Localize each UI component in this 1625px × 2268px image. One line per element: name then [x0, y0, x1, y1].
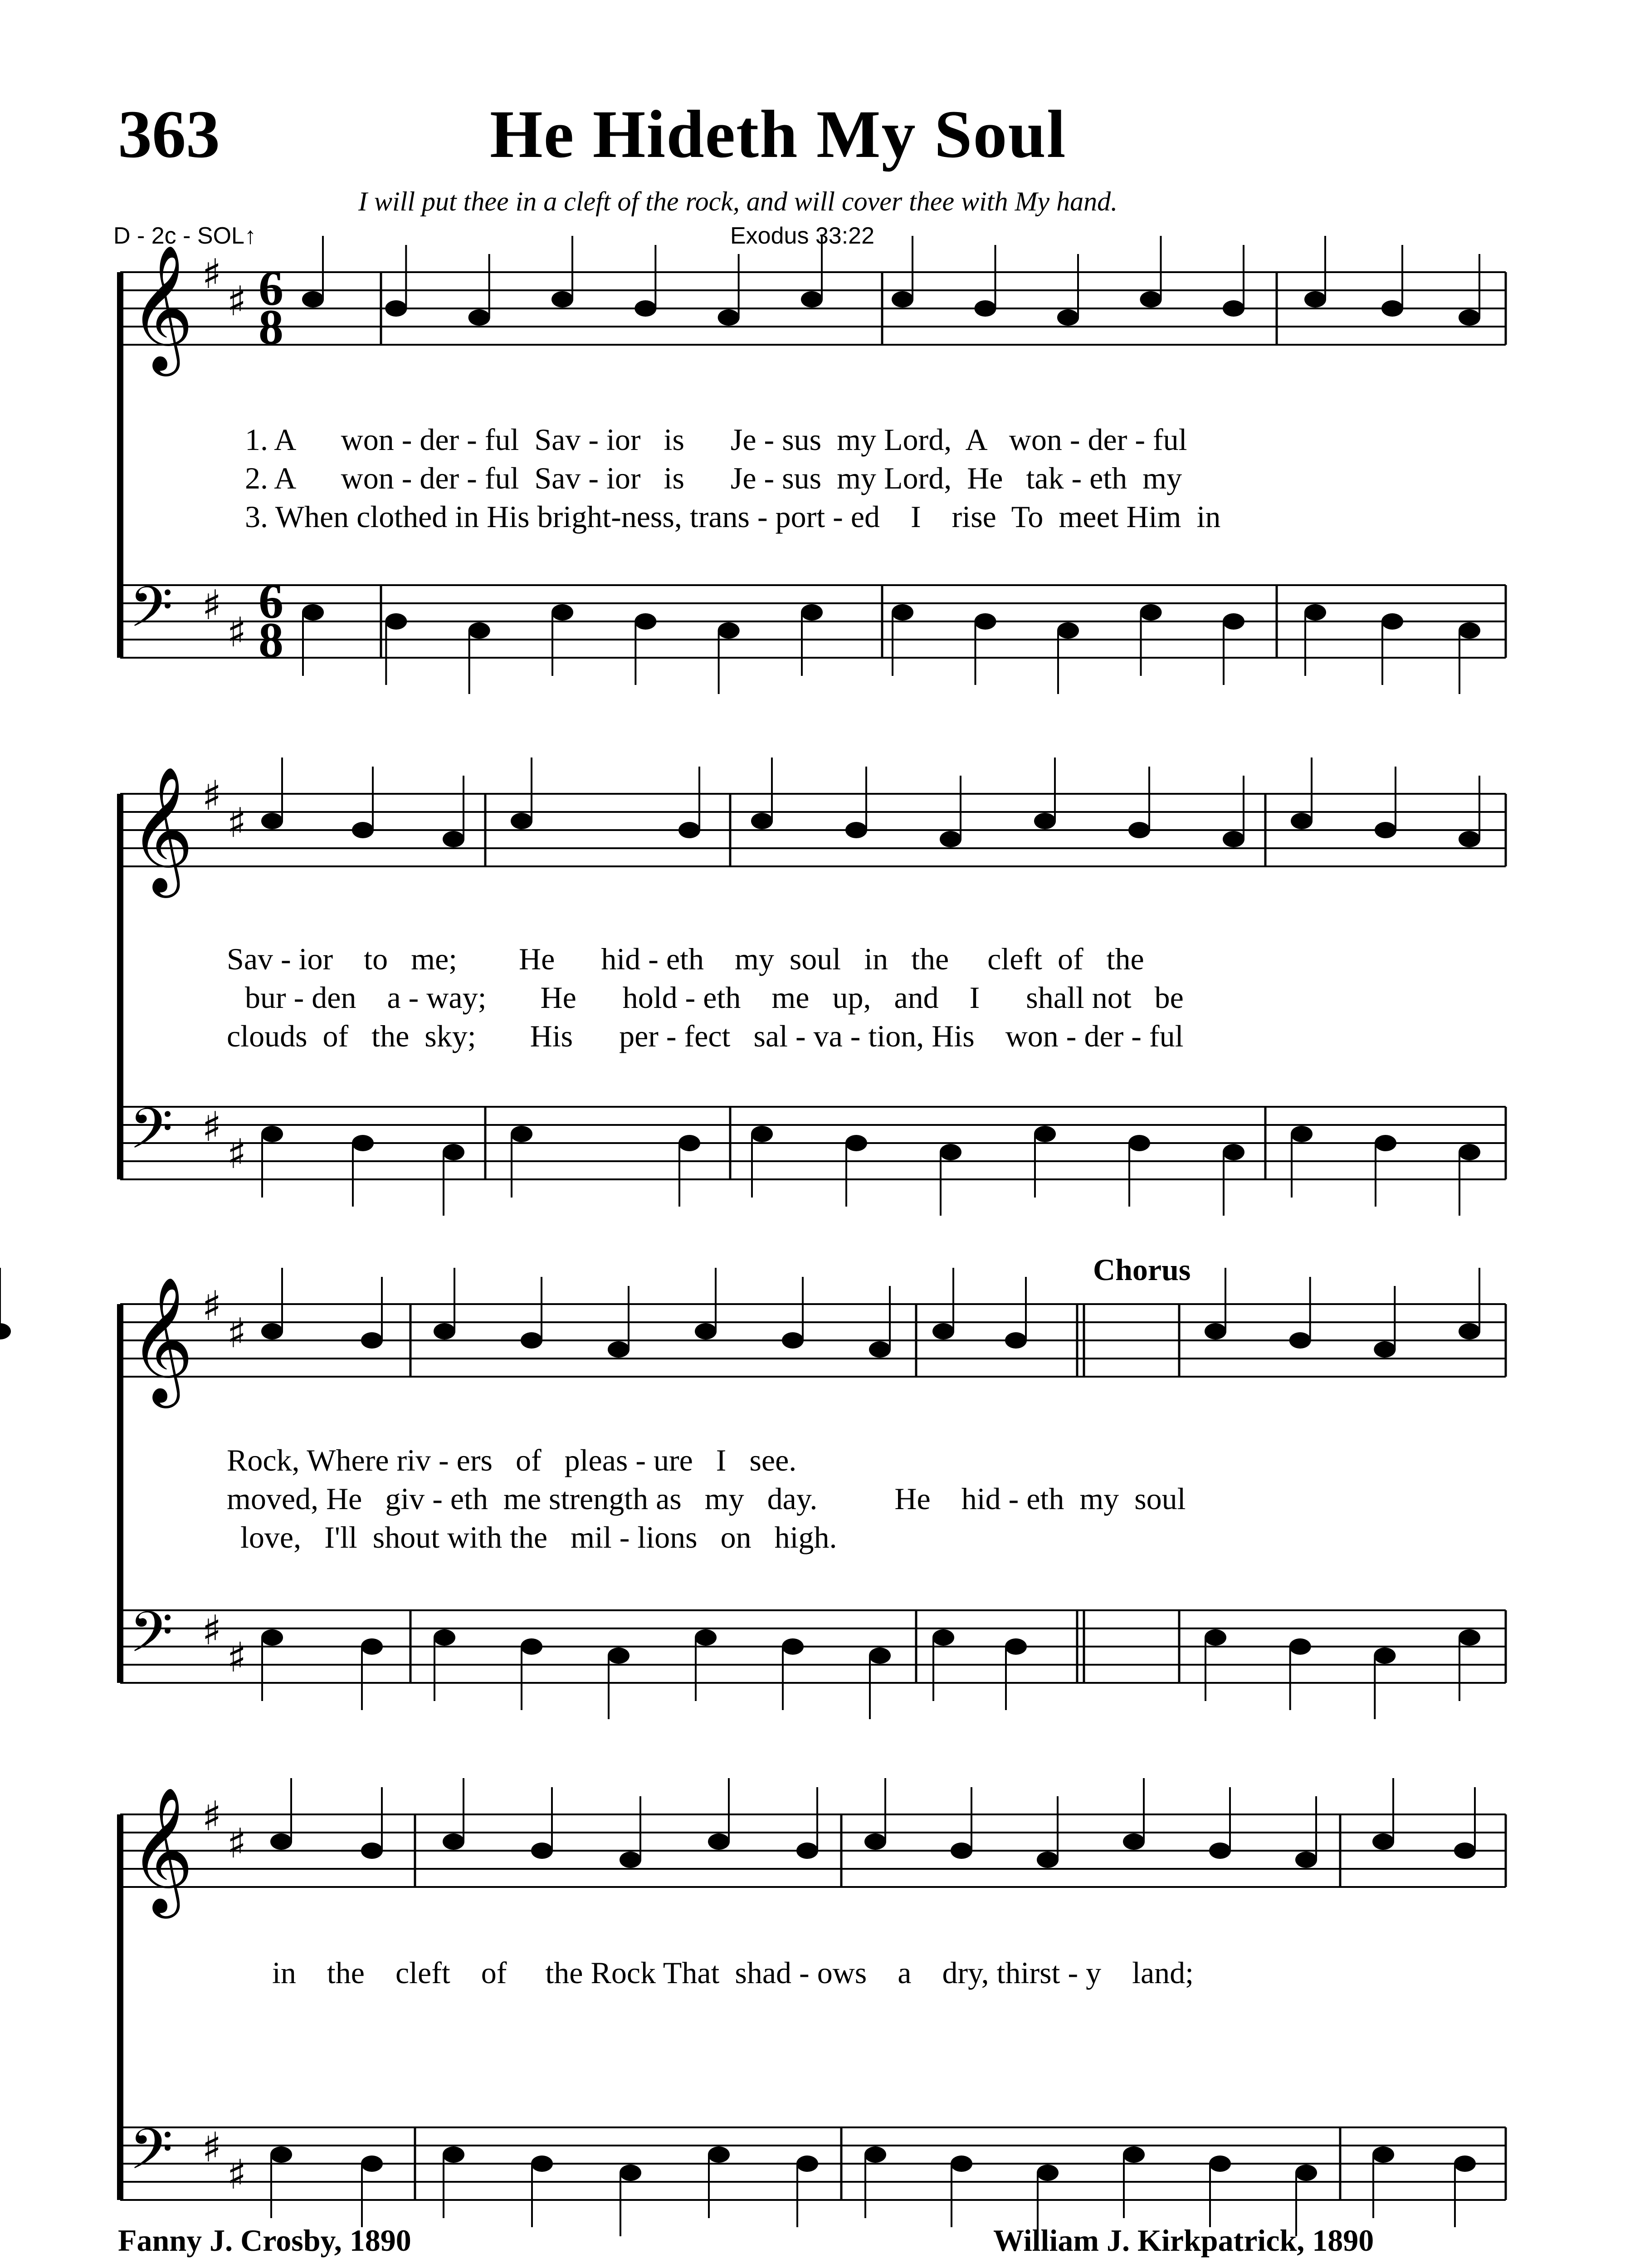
treble-clef-icon: 𝄞	[129, 1276, 194, 1403]
note-head	[1128, 822, 1150, 838]
note-head	[531, 1843, 553, 1859]
note-head	[434, 1629, 455, 1646]
sharp-icon: ♯	[202, 250, 222, 298]
note-head	[1454, 1843, 1476, 1859]
lyric-line-s3-v2: moved, He giv - eth me strength as my day. He hid - eth my soul	[227, 1481, 1186, 1516]
note-head	[678, 822, 700, 838]
sharp-icon: ♯	[202, 1103, 222, 1151]
note-head	[521, 1332, 542, 1349]
treble-clef-icon: 𝄞	[129, 1786, 194, 1913]
note-head	[551, 604, 573, 621]
note-head	[270, 1833, 292, 1850]
note-head	[352, 822, 374, 838]
note-head	[951, 1843, 972, 1859]
lyric-line-s4-v1: in the cleft of the Rock That shad - ows a dry, thirst - y land;	[272, 1955, 1194, 1990]
note-head	[1034, 813, 1056, 829]
lyric-line-s2-v2: bur - den a - way; He hold - eth me up, and I shall not be	[245, 980, 1184, 1015]
note-head	[302, 604, 324, 621]
note-head	[551, 291, 573, 308]
note-head	[1123, 2146, 1145, 2163]
note-head	[1005, 1332, 1027, 1349]
note-head	[1372, 1833, 1394, 1850]
sharp-icon: ♯	[202, 772, 222, 820]
sharp-icon: ♯	[202, 582, 222, 629]
note-head	[1205, 1629, 1226, 1646]
note-head	[511, 1126, 532, 1142]
note-head	[443, 831, 464, 847]
note-head	[1375, 822, 1396, 838]
note-head	[1381, 300, 1403, 317]
note-head	[869, 1341, 891, 1358]
time-signature-denominator: 8	[259, 299, 283, 355]
note-head	[718, 309, 740, 326]
note-head	[1005, 1638, 1027, 1655]
lyric-line-s1-v1: 1. A won - der - ful Sav - ior is Je - sus my Lord, A won - der - ful	[245, 422, 1187, 457]
sharp-icon: ♯	[227, 1634, 247, 1681]
note-head	[975, 613, 996, 630]
sharp-icon: ♯	[227, 1130, 247, 1178]
note-head	[1034, 1126, 1056, 1142]
sharp-icon: ♯	[202, 2124, 222, 2171]
note-head	[361, 1843, 383, 1859]
note-head	[385, 613, 407, 630]
hymn-title: He Hideth My Soul	[490, 97, 1067, 172]
note-head	[892, 291, 913, 308]
note-head	[801, 291, 823, 308]
note-head	[1140, 604, 1162, 621]
note-head	[361, 2156, 383, 2172]
note-head	[443, 1144, 464, 1160]
note-head	[261, 1126, 283, 1142]
note-head	[1223, 300, 1244, 317]
note-head	[845, 822, 867, 838]
note-head	[1295, 1852, 1317, 1868]
sharp-icon: ♯	[202, 1282, 222, 1330]
note-head	[940, 1144, 961, 1160]
lyric-line-s2-v1: Sav - ior to me; He hid - eth my soul in the cleft of the	[227, 942, 1144, 976]
note-head	[845, 1135, 867, 1151]
lyric-line-s1-v2: 2. A won - der - ful Sav - ior is Je - sus my Lord, He tak - eth my	[245, 461, 1182, 495]
chorus-label: Chorus	[1093, 1252, 1191, 1287]
note-head	[634, 300, 656, 317]
note-head	[302, 291, 324, 308]
note-head	[385, 300, 407, 317]
bass-clef-icon: 𝄢	[129, 1096, 173, 1175]
note-head	[1459, 1323, 1480, 1339]
time-signature-numerator: 6	[259, 260, 283, 316]
bass-clef-icon: 𝄢	[129, 2117, 173, 2196]
note-head	[1289, 1638, 1311, 1655]
note-head	[1304, 604, 1326, 621]
note-head	[1223, 613, 1244, 630]
note-head	[361, 1332, 383, 1349]
note-head	[975, 300, 996, 317]
sharp-icon: ♯	[227, 1820, 247, 1867]
note-head	[1289, 1332, 1311, 1349]
note-head	[695, 1629, 717, 1646]
lyric-line-s1-v3: 3. When clothed in His bright-ness, trans - port - ed I rise To meet Him in	[245, 499, 1221, 534]
author-credit: Fanny J. Crosby, 1890	[118, 2223, 411, 2258]
note-head	[864, 1833, 886, 1850]
time-signature-denominator: 8	[259, 612, 283, 668]
note-head	[1057, 622, 1079, 639]
note-head	[1459, 1629, 1480, 1646]
note-head	[801, 604, 823, 621]
note-head	[1205, 1323, 1226, 1339]
note-head	[1291, 1126, 1313, 1142]
note-head	[751, 1126, 773, 1142]
note-head	[521, 1638, 542, 1655]
note-head	[620, 1852, 641, 1868]
hymn-number: 363	[118, 97, 220, 172]
note-head	[1128, 1135, 1150, 1151]
composer-credit: William J. Kirkpatrick, 1890	[993, 2223, 1374, 2258]
sharp-icon: ♯	[227, 609, 247, 656]
note-head	[718, 622, 740, 639]
note-head	[1459, 622, 1480, 639]
treble-clef-icon: 𝄞	[129, 244, 194, 371]
sharp-icon: ♯	[202, 1607, 222, 1654]
sharp-icon: ♯	[227, 278, 247, 325]
note-head	[443, 2146, 464, 2163]
sharp-icon: ♯	[227, 799, 247, 847]
note-head	[1304, 291, 1326, 308]
note-head	[1295, 2165, 1317, 2181]
note-head	[352, 1135, 374, 1151]
note-head	[932, 1323, 954, 1339]
note-head	[708, 1833, 730, 1850]
note-head	[864, 2146, 886, 2163]
note-head	[620, 2165, 641, 2181]
note-head	[443, 1833, 464, 1850]
time-signature-numerator: 6	[259, 573, 283, 629]
note-head	[1123, 1833, 1145, 1850]
note-head	[782, 1332, 804, 1349]
note-head	[1209, 1843, 1231, 1859]
note-head	[1223, 1144, 1244, 1160]
note-head	[1454, 2156, 1476, 2172]
note-head	[361, 1638, 383, 1655]
note-head	[1037, 2165, 1059, 2181]
note-head	[1381, 613, 1403, 630]
note-head	[708, 2146, 730, 2163]
note-head	[940, 831, 961, 847]
note-head	[1057, 309, 1079, 326]
note-head	[751, 813, 773, 829]
note-head	[531, 2156, 553, 2172]
note-head	[1374, 1341, 1396, 1358]
note-head	[1459, 1144, 1480, 1160]
bass-clef-icon: 𝄢	[129, 575, 173, 654]
note-head	[1459, 309, 1480, 326]
note-head	[1140, 291, 1162, 308]
note-head	[511, 813, 532, 829]
treble-clef-icon: 𝄞	[129, 765, 194, 892]
note-head	[1209, 2156, 1231, 2172]
note-head	[1459, 831, 1480, 847]
epigraph: I will put thee in a cleft of the rock, and will cover thee with My hand.	[358, 186, 1118, 216]
note-head	[951, 2156, 972, 2172]
note-head	[0, 1323, 11, 1339]
note-head	[1037, 1852, 1059, 1868]
note-head	[1375, 1135, 1396, 1151]
note-head	[468, 622, 490, 639]
note-head	[1372, 2146, 1394, 2163]
note-head	[1374, 1647, 1396, 1664]
note-head	[678, 1135, 700, 1151]
sharp-icon: ♯	[202, 1793, 222, 1840]
note-head	[634, 613, 656, 630]
note-head	[261, 1629, 283, 1646]
lyric-line-s3-v1: Rock, Where riv - ers of pleas - ure I see.	[227, 1443, 797, 1477]
note-head	[782, 1638, 804, 1655]
note-head	[608, 1647, 630, 1664]
scripture-reference: Exodus 33:22	[730, 223, 875, 249]
note-head	[608, 1341, 630, 1358]
bass-clef-icon: 𝄢	[129, 1600, 173, 1679]
tune-info: D - 2c - SOL↑	[113, 223, 256, 249]
lyric-line-s3-v3: love, I'll shout with the mil - lions on high.	[240, 1520, 837, 1554]
note-head	[892, 604, 913, 621]
note-head	[796, 1843, 818, 1859]
note-head	[796, 2156, 818, 2172]
sharp-icon: ♯	[227, 2151, 247, 2199]
note-head	[695, 1323, 717, 1339]
note-head	[869, 1647, 891, 1664]
note-head	[261, 813, 283, 829]
note-head	[1223, 831, 1244, 847]
note-head	[261, 1323, 283, 1339]
note-head	[932, 1629, 954, 1646]
note-head	[270, 2146, 292, 2163]
note-head	[1291, 813, 1313, 829]
note-head	[434, 1323, 455, 1339]
note-head	[468, 309, 490, 326]
lyric-line-s2-v3: clouds of the sky; His per - fect sal - va - tion, His won - der - ful	[227, 1019, 1184, 1053]
sharp-icon: ♯	[227, 1310, 247, 1357]
